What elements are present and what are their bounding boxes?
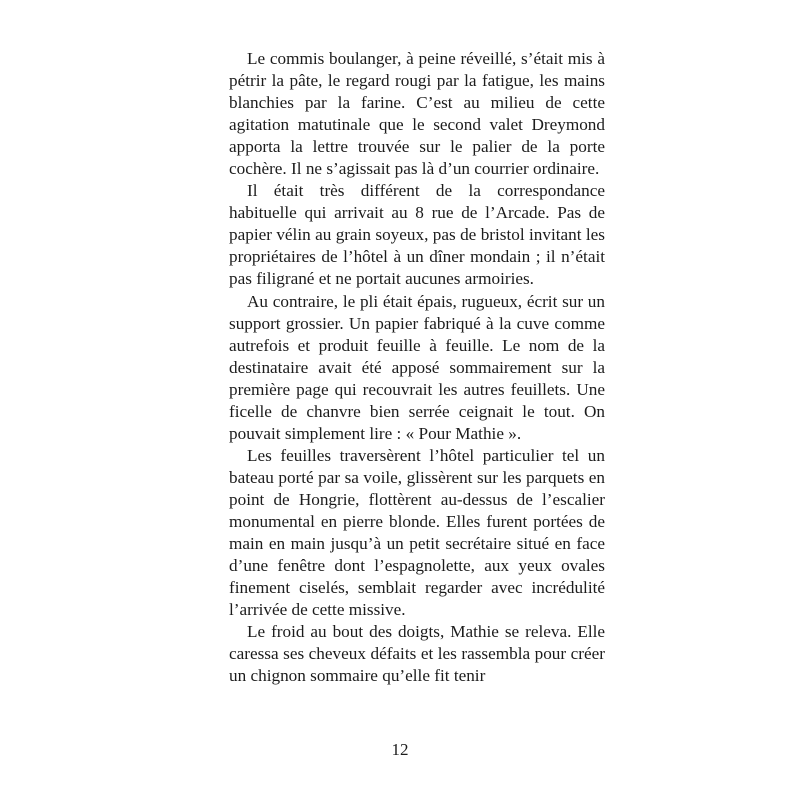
- paragraph-4: Les feuilles traversèrent l’hôtel particulier tel un bateau porté par sa voile, glissèrent sur les parquets en point de Hongrie, flottèrent au-dessus de l’escalier monumental en pierre blonde. Elles furent portées de main en main jusqu’à un petit secrétaire situé en face d’une fenêtre dont l’espagnolette, aux yeux ovales finement ciselés, semblait regarder avec incrédulité l’arrivée de cette missive.: [229, 445, 605, 620]
- paragraph-3: Au contraire, le pli était épais, rugueux, écrit sur un support grossier. Un papier fabriqué à la cuve comme autrefois et produit feuille à feuille. Le nom de la destinataire avait été apposé sommairement sur la première page qui recouvrait les autres feuillets. Une ficelle de chanvre bien serrée ceignait le tout. On pouvait simplement lire : « Pour Mathie ».: [229, 291, 605, 443]
- body-text: [229, 48, 605, 687]
- paragraph-5: Le froid au bout des doigts, Mathie se releva. Elle caressa ses cheveux défaits et les rassembla pour créer un chignon sommaire qu’elle fit tenir: [229, 622, 605, 686]
- paragraph-1: Le commis boulanger, à peine réveillé, s’était mis à pétrir la pâte, le regard rougi par la fatigue, les mains blanchies par la farine. C’est au milieu de cette agitation matutinale que le second valet Dreymond apporta la lettre trouvée sur le palier de la porte cochère. Il ne s’agissait pas là d’un courrier ordinaire.: [229, 49, 605, 179]
- page-number: 12: [391, 740, 409, 759]
- paragraph-2: Il était très différent de la correspondance habituelle qui arrivait au 8 rue de l’Arcade. Pas de papier vélin au grain soyeux, pas de bristol invitant les propriétaires de l’hôtel à un dîner mondain ; il n’était pas filigrané et ne portait aucunes armoiries.: [229, 181, 605, 289]
